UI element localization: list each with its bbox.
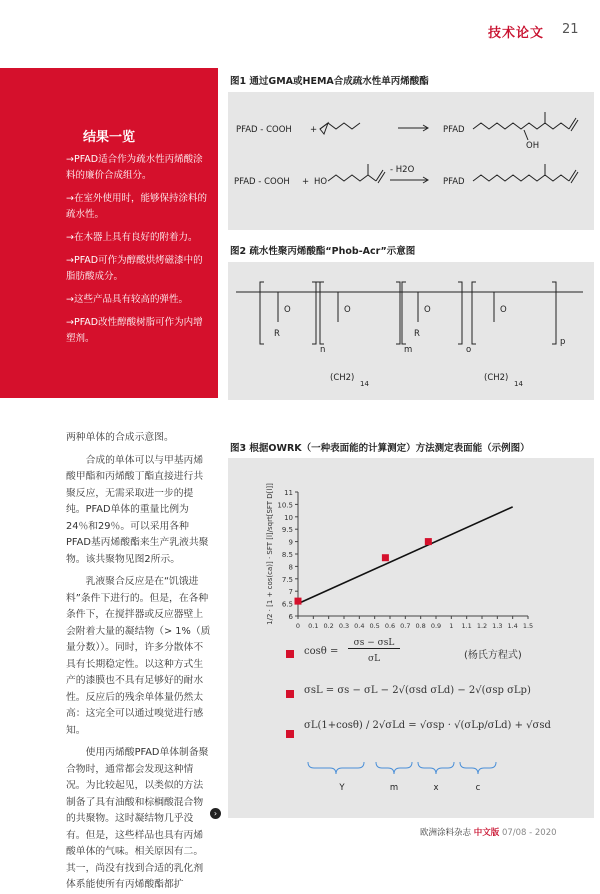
- summary-item: →PFAD改性醇酸树脂可作为内增塑剂。: [66, 317, 203, 344]
- y-tick-label: 9.5: [281, 526, 293, 535]
- summary-item: →在木器上具有良好的附着力。: [66, 232, 198, 243]
- section-title: 技术论文: [488, 26, 545, 41]
- chain-label: (CH2): [330, 373, 355, 383]
- x-tick-label: 1.2: [476, 622, 488, 630]
- y-tick-label: 6.5: [281, 600, 293, 609]
- x-tick-label: 0.3: [338, 622, 350, 630]
- footer: [420, 826, 557, 838]
- paragraph: 乳液聚合反应是在“饥饿进料”条件下进行的。但是，在各种条件下，在搅拌器或反应器壁上会附着大量的凝结物（> 1%（质量分数））。同时，许多分散体不具有长期稳定性。以这种方式生产的漆膜也不具有足够好的耐水性。反应后的残余单体量仍然太高：这完全可以通过嗅觉进行感知。: [66, 576, 211, 736]
- y-axis-label: 1/2 · [1 + cos(ca)] · SFT [l]/sqrt[SFT D[l]]: [266, 483, 274, 625]
- y-tick-label: 8.5: [281, 551, 293, 559]
- x-tick-label: 0.2: [323, 622, 334, 630]
- brace-label: x: [433, 783, 439, 793]
- paragraph: 合成的单体可以与甲基丙烯酸甲酯和丙烯酸丁酯直接进行共聚反应，无需采取进一步的提纯。PFAD单体的重量比例为24％和29％。可以采用各种PFAD基丙烯酸酯来生产乳液共聚物。该共聚物见图2所示。: [66, 454, 209, 565]
- youngs-equation-label: (杨氏方程式): [464, 650, 522, 661]
- atom-label: O: [424, 305, 431, 315]
- y-tick-label: 9: [288, 538, 293, 547]
- surface-energy-chart: [228, 478, 594, 678]
- summary-list: [66, 152, 211, 354]
- x-tick-label: 0.8: [415, 622, 426, 630]
- x-tick-label: 1.1: [461, 622, 472, 630]
- y-tick-label: 10.5: [277, 501, 293, 510]
- x-tick-label: 1.4: [507, 622, 518, 630]
- y-tick-label: 7.5: [281, 575, 293, 584]
- x-tick-label: 0.9: [430, 622, 442, 630]
- x-tick-label: 0.6: [384, 622, 396, 630]
- formula-line: σL(1+cosθ) / 2√σLd = √σsp · √(σLp/σLd) + √σsd: [304, 720, 551, 731]
- atom-label: O: [284, 305, 291, 315]
- brace-label: m: [389, 783, 399, 793]
- continue-arrow-icon: ›: [210, 808, 221, 819]
- x-tick-label: 0.4: [354, 622, 365, 630]
- summary-item: →PFAD可作为醇酸烘烤磁漆中的脂肪酸成分。: [66, 255, 203, 282]
- fig1-panel: [228, 92, 594, 230]
- magazine-name: 欧洲涂料杂志: [420, 828, 472, 838]
- x-tick-label: 0.5: [369, 622, 380, 630]
- x-tick-label: 1.5: [522, 622, 534, 630]
- formula-denominator: σL: [368, 654, 381, 664]
- x-tick-label: 1.3: [492, 622, 503, 630]
- plus-sign: +: [302, 177, 310, 187]
- hydroxyl-label: OH: [526, 141, 540, 151]
- data-point: [425, 538, 432, 545]
- product-label: PFAD: [443, 177, 465, 187]
- body-text: [66, 430, 211, 894]
- fig3-caption: 图3 根据OWRK（一种表面能的计算测定）方法测定表面能（示例图）: [230, 443, 530, 454]
- summary-item: →在室外使用时，能够保持涂料的疏水性。: [66, 193, 207, 220]
- atom-label: O: [344, 305, 351, 315]
- y-tick-label: 6: [288, 613, 293, 621]
- summary-item: →这些产品具有较高的弹性。: [66, 294, 188, 305]
- x-tick-label: 1: [449, 622, 454, 630]
- product-label: PFAD: [443, 125, 465, 135]
- edition-label: 中文版: [473, 828, 500, 838]
- subscript-label: m: [404, 345, 413, 355]
- atom-label: R: [274, 329, 280, 339]
- fig2-caption: 图2 疏水性聚丙烯酸酯“Phob-Acr”示意图: [230, 246, 416, 257]
- hydroxyl-label: HO: [314, 177, 328, 187]
- fig1-caption: 图1 通过GMA或HEMA合成疏水性单丙烯酸酯: [230, 76, 429, 87]
- fig1-scheme: [228, 92, 594, 230]
- brace-label: c: [475, 783, 481, 793]
- summary-title: 结果一览: [82, 130, 135, 145]
- fit-line: [298, 507, 513, 604]
- brace-label: Y: [339, 783, 345, 793]
- y-tick-label: 7: [288, 588, 293, 597]
- formula-numerator: σs − σsL: [348, 638, 400, 649]
- y-tick-label: 11: [284, 489, 293, 497]
- y-tick-label: 8: [288, 563, 293, 572]
- subscript-label: p: [560, 337, 566, 347]
- atom-label: O: [500, 305, 507, 315]
- fig3-panel: [228, 458, 594, 818]
- bullet-square: [286, 690, 294, 698]
- summary-box: [0, 68, 218, 398]
- subscript-label: 14: [360, 380, 369, 388]
- subscript-label: o: [466, 345, 472, 355]
- subscript-label: 14: [514, 380, 523, 388]
- brace-annotations: [228, 758, 594, 798]
- data-point: [295, 598, 302, 605]
- x-tick-label: 0.1: [308, 622, 319, 630]
- x-tick-label: 0: [295, 622, 301, 630]
- paragraph: 两种单体的合成示意图。: [66, 432, 174, 443]
- x-tick-label: 0.7: [400, 622, 411, 630]
- fig2-panel: [228, 262, 594, 400]
- page-number: 21: [562, 22, 579, 37]
- reactant-label: PFAD - COOH: [234, 177, 290, 187]
- issue-date: 07/08 - 2020: [501, 828, 557, 838]
- summary-item: →PFAD适合作为疏水性丙烯酸涂料的廉价合成组分。: [66, 154, 203, 181]
- bullet-square: [286, 650, 294, 658]
- y-tick-label: 10: [284, 513, 293, 522]
- reactant-label: PFAD - COOH: [236, 125, 292, 135]
- chain-label: (CH2): [484, 373, 509, 383]
- water-loss-label: - H2O: [390, 165, 415, 175]
- plus-sign: +: [310, 125, 318, 135]
- fig2-scheme: [228, 262, 594, 400]
- atom-label: R: [414, 329, 420, 339]
- paragraph: 使用丙烯酸PFAD单体制备聚合物时，通常都会发现这种情况。为比较起见，以类似的方法制备了具有油酸和棕榈酸混合物的共聚物。这时凝结物几乎没有。但是，这些样品也具有丙烯酸单体的气味。相关原因有二。其一，尚没有找到合适的乳化剂体系能使所有丙烯酸酯都扩: [66, 747, 209, 890]
- data-point: [382, 554, 389, 561]
- cos-formula: cosθ =: [304, 646, 339, 657]
- subscript-label: n: [320, 345, 326, 355]
- bullet-square: [286, 730, 294, 738]
- formula-line: σsL = σs − σL − 2√(σsd σLd) − 2√(σsp σLp): [304, 685, 531, 696]
